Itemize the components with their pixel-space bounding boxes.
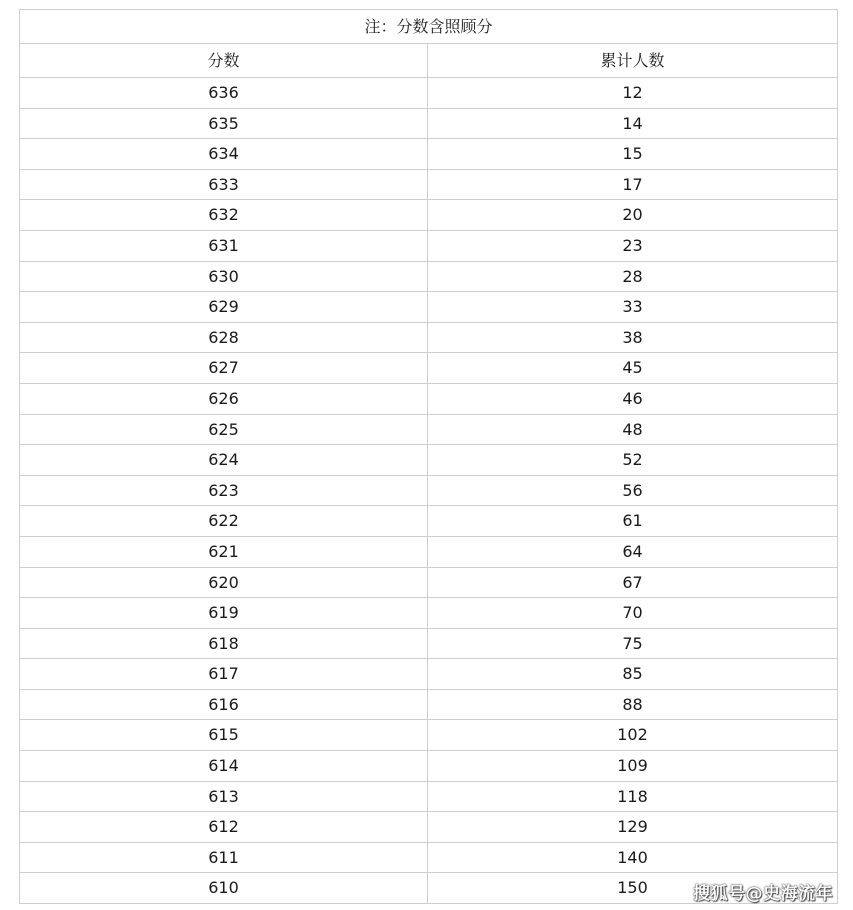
count-cell: 70 [428, 598, 838, 629]
count-cell: 38 [428, 322, 838, 353]
table-row [20, 292, 838, 323]
count-cell: 33 [428, 292, 838, 323]
count-cell: 118 [428, 781, 838, 812]
score-cell: 630 [20, 261, 428, 292]
count-cell: 129 [428, 812, 838, 843]
count-cell: 64 [428, 536, 838, 567]
score-cell: 636 [20, 78, 428, 109]
score-cell: 617 [20, 659, 428, 690]
table-row [20, 353, 838, 384]
score-cell: 616 [20, 689, 428, 720]
table-row [20, 598, 838, 629]
count-cell: 102 [428, 720, 838, 751]
table-row [20, 322, 838, 353]
column-header-count: 累计人数 [428, 44, 838, 78]
table-row [20, 139, 838, 170]
table-row [20, 506, 838, 537]
table-row [20, 842, 838, 873]
score-cell: 632 [20, 200, 428, 231]
table-row [20, 78, 838, 109]
score-cell: 625 [20, 414, 428, 445]
score-cell: 611 [20, 842, 428, 873]
score-cell: 618 [20, 628, 428, 659]
score-cell: 614 [20, 751, 428, 782]
count-cell: 17 [428, 169, 838, 200]
score-cell: 619 [20, 598, 428, 629]
count-cell: 56 [428, 475, 838, 506]
score-cell: 633 [20, 169, 428, 200]
count-cell: 14 [428, 108, 838, 139]
table-row [20, 383, 838, 414]
count-cell: 85 [428, 659, 838, 690]
note-row [20, 10, 838, 44]
table-row [20, 108, 838, 139]
count-cell: 88 [428, 689, 838, 720]
score-cell: 635 [20, 108, 428, 139]
score-cell: 629 [20, 292, 428, 323]
count-cell: 67 [428, 567, 838, 598]
score-cell: 612 [20, 812, 428, 843]
table-row [20, 445, 838, 476]
score-cell: 622 [20, 506, 428, 537]
count-cell: 45 [428, 353, 838, 384]
score-cell: 615 [20, 720, 428, 751]
watermark: 搜狐号@史海流年 [693, 884, 833, 904]
table-row [20, 261, 838, 292]
table-row [20, 751, 838, 782]
table-body [20, 78, 838, 904]
table-row [20, 169, 838, 200]
score-cell: 621 [20, 536, 428, 567]
table-row [20, 200, 838, 231]
table-row [20, 628, 838, 659]
score-cell: 624 [20, 445, 428, 476]
count-cell: 20 [428, 200, 838, 231]
table-row [20, 812, 838, 843]
score-cell: 620 [20, 567, 428, 598]
table-row [20, 567, 838, 598]
count-cell: 12 [428, 78, 838, 109]
table-row [20, 689, 838, 720]
table-row [20, 230, 838, 261]
count-cell: 15 [428, 139, 838, 170]
table-row [20, 781, 838, 812]
score-cell: 623 [20, 475, 428, 506]
table-row [20, 536, 838, 567]
table-row [20, 720, 838, 751]
count-cell: 52 [428, 445, 838, 476]
count-cell: 150 [428, 873, 838, 904]
count-cell: 75 [428, 628, 838, 659]
table-row [20, 475, 838, 506]
score-cell: 610 [20, 873, 428, 904]
column-header-score: 分数 [20, 44, 428, 78]
count-cell: 46 [428, 383, 838, 414]
count-cell: 23 [428, 230, 838, 261]
score-cell: 627 [20, 353, 428, 384]
count-cell: 109 [428, 751, 838, 782]
table-row [20, 659, 838, 690]
count-cell: 61 [428, 506, 838, 537]
header-row [20, 44, 838, 78]
table-note: 注：分数含照顾分 [20, 10, 838, 44]
score-cell: 631 [20, 230, 428, 261]
table-row [20, 414, 838, 445]
score-cell: 613 [20, 781, 428, 812]
score-cell: 626 [20, 383, 428, 414]
count-cell: 48 [428, 414, 838, 445]
score-cell: 634 [20, 139, 428, 170]
score-table [19, 9, 838, 904]
score-cell: 628 [20, 322, 428, 353]
count-cell: 28 [428, 261, 838, 292]
count-cell: 140 [428, 842, 838, 873]
